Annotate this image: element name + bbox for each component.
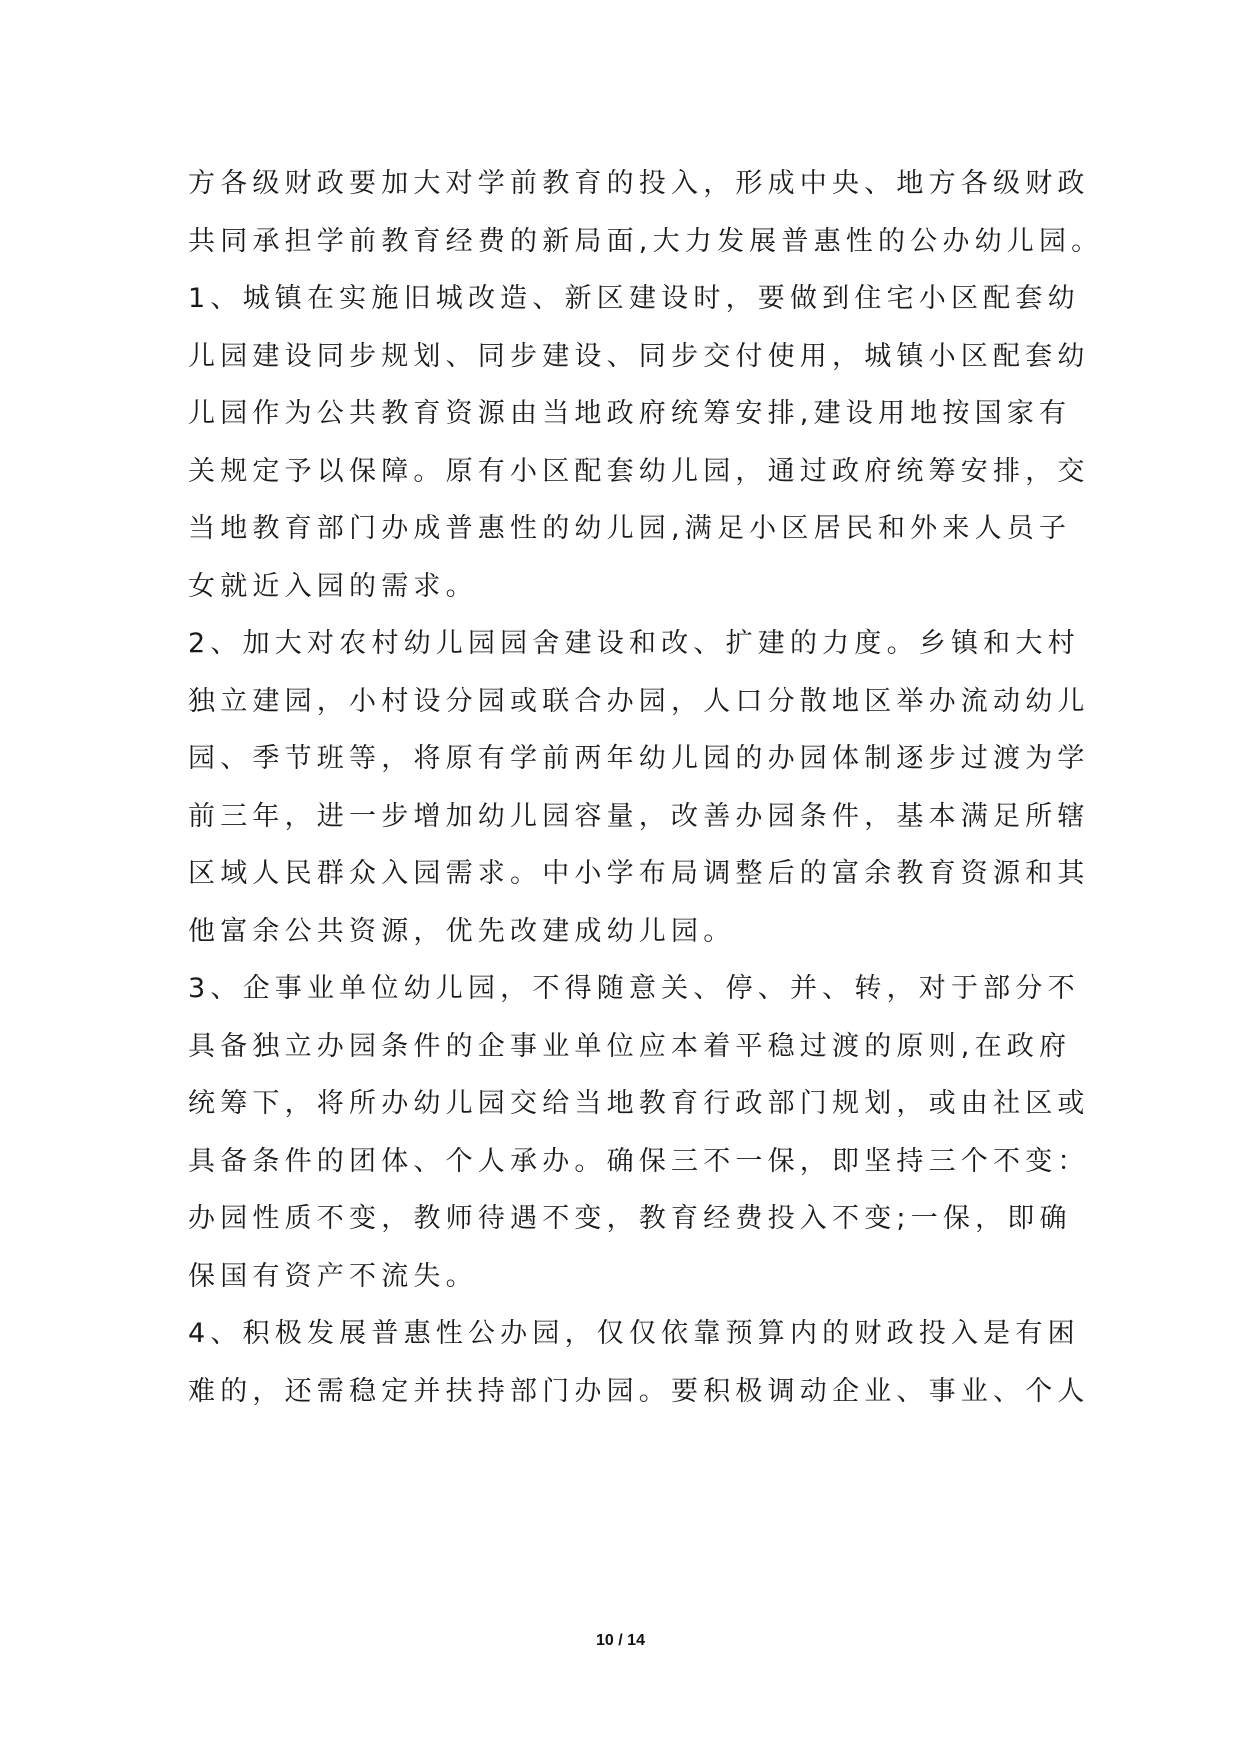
- text-line: 区域人民群众入园需求。中小学布局调整后的富余教育资源和其: [188, 858, 1090, 889]
- text-line: 2、加大对农村幼儿园园舍建设和改、扩建的力度。乡镇和大村: [188, 628, 1080, 659]
- text-line: 具备独立办园条件的企事业单位应本着平稳过渡的原则,在政府: [188, 1030, 1072, 1062]
- page-number: 10 / 14: [596, 1632, 645, 1649]
- text-line: 共同承担学前教育经费的新局面,大力发展普惠性的公办幼儿园。: [188, 225, 1104, 257]
- text-line: 3、企事业单位幼儿园，不得随意关、停、并、转，对于部分不: [188, 973, 1080, 1004]
- text-line: 保国有资产不流失。: [188, 1260, 478, 1292]
- text-line: 难的，还需稳定并扶持部门办园。要积极调动企业、事业、个人: [188, 1375, 1090, 1407]
- text-line: 女就近入园的需求。: [188, 570, 478, 602]
- text-line: 儿园建设同步规划、同步建设、同步交付使用，城镇小区配套幼: [188, 340, 1090, 372]
- text-line: 他富余公共资源，优先改建成幼儿园。: [188, 915, 736, 947]
- text-line: 儿园作为公共教育资源由当地政府统筹安排,建设用地按国家有: [188, 398, 1072, 429]
- text-line: 办园性质不变，教师待遇不变，教育经费投入不变;一保，即确: [188, 1203, 1072, 1234]
- text-line: 统筹下，将所办幼儿园交给当地教育行政部门规划，或由社区或: [188, 1088, 1090, 1119]
- text-line: 具备条件的团体、个人承办。确保三不一保，即坚持三个不变：: [188, 1145, 1090, 1177]
- text-line: 关规定予以保障。原有小区配套幼儿园，通过政府统筹安排，交: [188, 455, 1090, 487]
- text-line: 独立建园，小村设分园或联合办园，人口分散地区举办流动幼儿: [188, 685, 1090, 717]
- text-line: 4、积极发展普惠性公办园，仅仅依靠预算内的财政投入是有困: [188, 1318, 1080, 1349]
- text-line: 前三年，进一步增加幼儿园容量，改善办园条件，基本满足所辖: [188, 800, 1090, 832]
- text-line: 当地教育部门办成普惠性的幼儿园,满足小区居民和外来人员子: [188, 513, 1072, 544]
- text-line: 园、季节班等，将原有学前两年幼儿园的办园体制逐步过渡为学: [188, 743, 1090, 774]
- text-line: 方各级财政要加大对学前教育的投入，形成中央、地方各级财政: [188, 168, 1090, 199]
- body-text: [188, 155, 1104, 1420]
- text-line: 1、城镇在实施旧城改造、新区建设时，要做到住宅小区配套幼: [188, 283, 1080, 314]
